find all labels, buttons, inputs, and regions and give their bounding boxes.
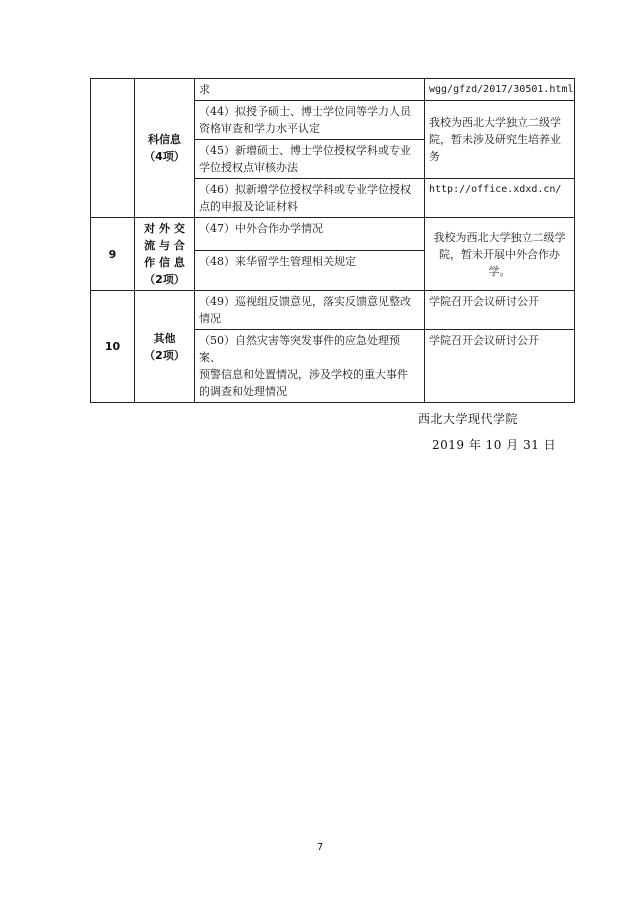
note-url: wgg/gfzd/2017/30501.html xyxy=(429,84,574,95)
item-text: （47）中外合作办学情况 xyxy=(199,222,323,235)
note-text: 院，暂未涉及研究生培养业务 xyxy=(429,133,561,163)
note-cell xyxy=(425,330,575,403)
note-cell xyxy=(425,179,575,218)
item-text: 点的申报及论证材料 xyxy=(199,200,298,213)
note-text: 学院召开会议研讨公开 xyxy=(429,334,539,347)
item-text: 预警信息和处置情况，涉及学校的重大事件 xyxy=(199,368,408,381)
item-cell xyxy=(195,140,425,179)
note-text: 院，暂未开展中外合作办学。 xyxy=(439,247,560,278)
table-row xyxy=(91,291,575,330)
note-cell xyxy=(425,218,575,291)
item-text: （45）新增硕士、博士学位授权学科或专业 xyxy=(199,144,411,157)
item-text: 求 xyxy=(199,83,210,96)
note-text: 我校为西北大学独立二级学 xyxy=(429,116,561,129)
signature-date: 2019 年 10 月 31 日 xyxy=(432,438,557,452)
item-text: 资格审查和学力水平认定 xyxy=(199,122,320,135)
note-cell xyxy=(425,291,575,330)
category-line: 对 外 交 xyxy=(144,222,185,235)
item-text: 的调查和处理情况 xyxy=(199,385,287,398)
category-cell xyxy=(135,291,195,403)
item-cell xyxy=(195,291,425,330)
item-text: （44）拟授予硕士、博士学位同等学力人员 xyxy=(199,105,411,118)
page-number: 7 xyxy=(316,842,324,853)
note-url: http://office.xdxd.cn/ xyxy=(429,184,562,195)
item-text: 学位授权点审核办法 xyxy=(199,161,298,174)
table-row xyxy=(91,79,575,101)
table-row xyxy=(91,218,575,251)
item-cell xyxy=(195,179,425,218)
note-cell xyxy=(425,79,575,101)
note-text: 学院召开会议研讨公开 xyxy=(429,295,539,308)
category-count: （4项） xyxy=(144,150,185,163)
disclosure-table xyxy=(90,78,575,403)
category-line: 科信息 xyxy=(148,133,181,146)
row-number-cell: 10 xyxy=(91,291,135,403)
item-text: （49）巡视组反馈意见，落实反馈意见整改 xyxy=(199,295,411,308)
category-cell xyxy=(135,218,195,291)
category-line: 其他 xyxy=(153,331,176,345)
category-line: 流 与 合 xyxy=(144,239,185,252)
signature-organization: 西北大学现代学院 xyxy=(418,412,519,426)
category-count: （2项） xyxy=(144,273,185,286)
category-count: （2项） xyxy=(144,348,185,362)
row-number-cell: 9 xyxy=(91,218,135,291)
item-cell xyxy=(195,218,425,251)
item-cell xyxy=(195,101,425,140)
item-text: 情况 xyxy=(199,312,221,325)
category-line: 作 信 息 xyxy=(144,256,185,269)
item-text: （48）来华留学生管理相关规定 xyxy=(199,255,356,269)
note-text: 我校为西北大学独立二级学 xyxy=(433,230,566,244)
item-cell xyxy=(195,330,425,403)
category-cell xyxy=(135,79,195,218)
row-number-cell xyxy=(91,79,135,218)
item-text: （46）拟新增学位授权学科或专业学位授权 xyxy=(199,183,411,196)
item-cell xyxy=(195,79,425,101)
note-cell xyxy=(425,101,575,179)
item-cell xyxy=(195,251,425,291)
item-text: （50）自然灾害等突发事件的应急处理预案、 xyxy=(199,334,400,364)
